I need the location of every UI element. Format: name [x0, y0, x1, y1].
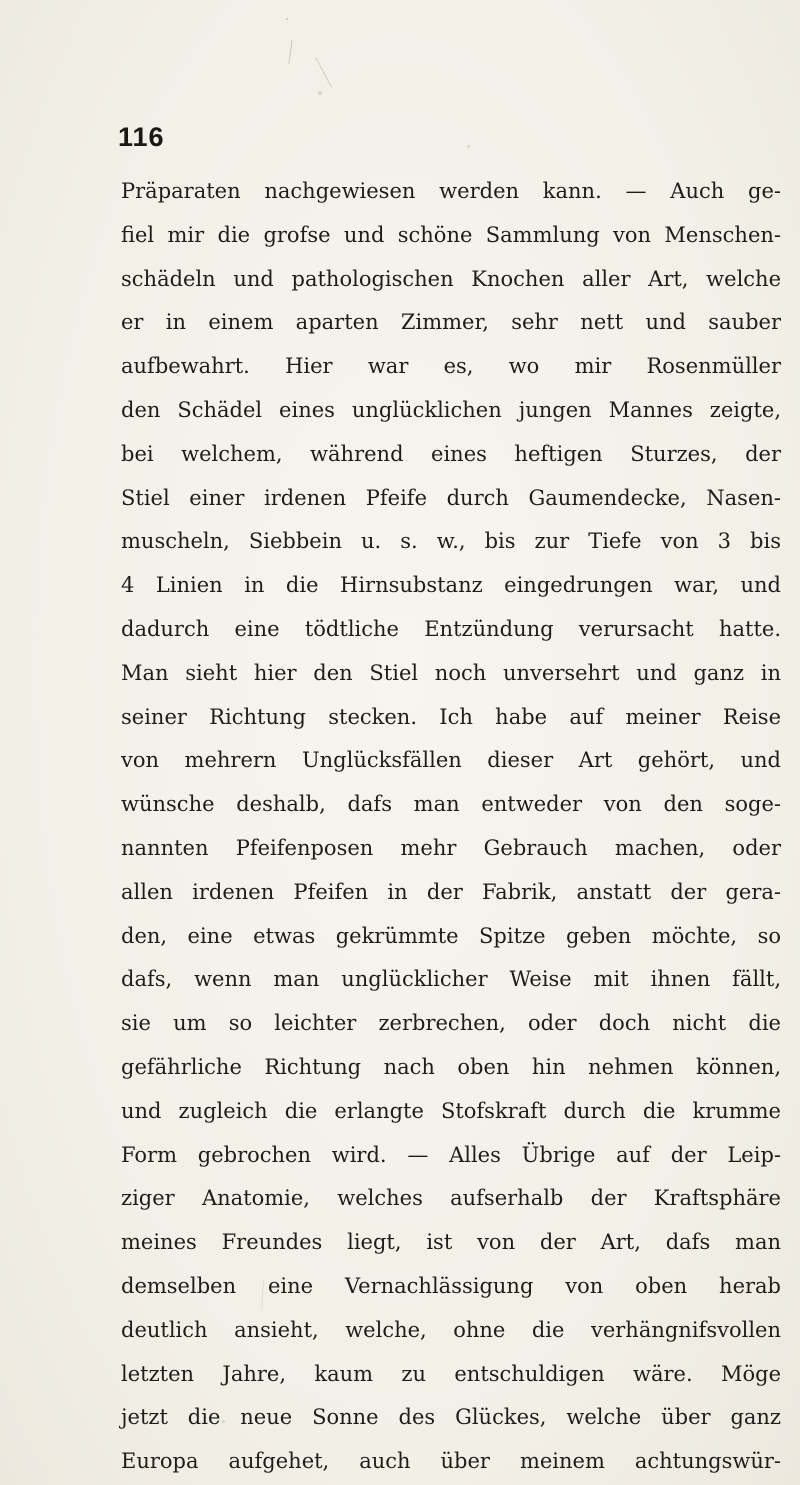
paper-scratch — [288, 40, 292, 64]
text-line: den Schädel eines unglücklichen jungen Mannes zeigte, — [121, 397, 781, 422]
text-line: fiel mir die grofse und schöne Sammlung von Menschen- — [121, 222, 781, 247]
text-line: dafs, wenn man unglücklicher Weise mit ihnen fällt, — [121, 967, 781, 992]
text-line: Man sieht hier den Stiel noch unversehrt und ganz in — [121, 660, 781, 685]
text-line: demselben eine Vernachlässigung von oben herab — [121, 1273, 781, 1298]
text-line: meines Freundes liegt, ist von der Art, dafs man — [121, 1230, 781, 1255]
text-line: den, eine etwas gekrümmte Spitze geben möchte, so — [121, 923, 781, 948]
text-line: gefährliche Richtung nach oben hin nehmen können, — [121, 1054, 781, 1079]
text-line: von mehrern Unglücksfällen dieser Art gehört, und — [121, 748, 781, 773]
page-number: 116 — [118, 122, 165, 152]
text-line: bei welchem, während eines heftigen Sturzes, der — [121, 441, 781, 466]
text-line: Europa aufgehet, auch über meinem achtungswür- — [121, 1449, 781, 1474]
body-text — [121, 170, 781, 1484]
text-line: dadurch eine tödtliche Entzündung verursacht hatte. — [121, 616, 781, 641]
paper-speck — [467, 145, 470, 148]
text-line: allen irdenen Pfeifen in der Fabrik, anstatt der gera- — [121, 879, 781, 904]
text-line: deutlich ansieht, welche, ohne die verhängnifsvollen — [121, 1317, 781, 1342]
text-line: er in einem aparten Zimmer, sehr nett und sauber — [121, 310, 781, 335]
text-line: 4 Linien in die Hirnsubstanz eingedrungen war, und — [121, 573, 781, 598]
text-line: Präparaten nachgewiesen werden kann. — Auch ge- — [121, 179, 781, 203]
text-line: schädeln und pathologischen Knochen aller Art, welche — [121, 266, 781, 291]
paper-scratch — [315, 57, 332, 87]
text-line: letzten Jahre, kaum zu entschuldigen wäre. Möge — [121, 1361, 781, 1386]
text-line: sie um so leichter zerbrechen, oder doch nicht die — [121, 1011, 781, 1036]
paper-speck — [318, 91, 322, 95]
text-line: muscheln, Siebbein u. s. w., bis zur Tiefe von 3 bis — [121, 529, 781, 554]
text-line: seiner Richtung stecken. Ich habe auf meiner Reise — [121, 704, 781, 729]
text-line: wünsche deshalb, dafs man entweder von den soge- — [121, 792, 781, 817]
paper-speck — [222, 1420, 225, 1423]
paper-speck — [286, 18, 288, 20]
text-line: und zugleich die erlangte Stofskraft durch die krumme — [121, 1098, 781, 1123]
text-line: jetzt die neue Sonne des Glückes, welche über ganz — [121, 1405, 781, 1430]
text-line: Form gebrochen wird. — Alles Übrige auf der Leip- — [121, 1142, 781, 1167]
text-line: aufbewahrt. Hier war es, wo mir Rosenmüller — [121, 354, 781, 379]
text-line: ziger Anatomie, welches aufserhalb der Kraftsphäre — [121, 1186, 781, 1211]
text-line: nannten Pfeifenposen mehr Gebrauch machen, oder — [121, 835, 781, 860]
text-line: Stiel einer irdenen Pfeife durch Gaumendecke, Nasen- — [121, 485, 781, 510]
